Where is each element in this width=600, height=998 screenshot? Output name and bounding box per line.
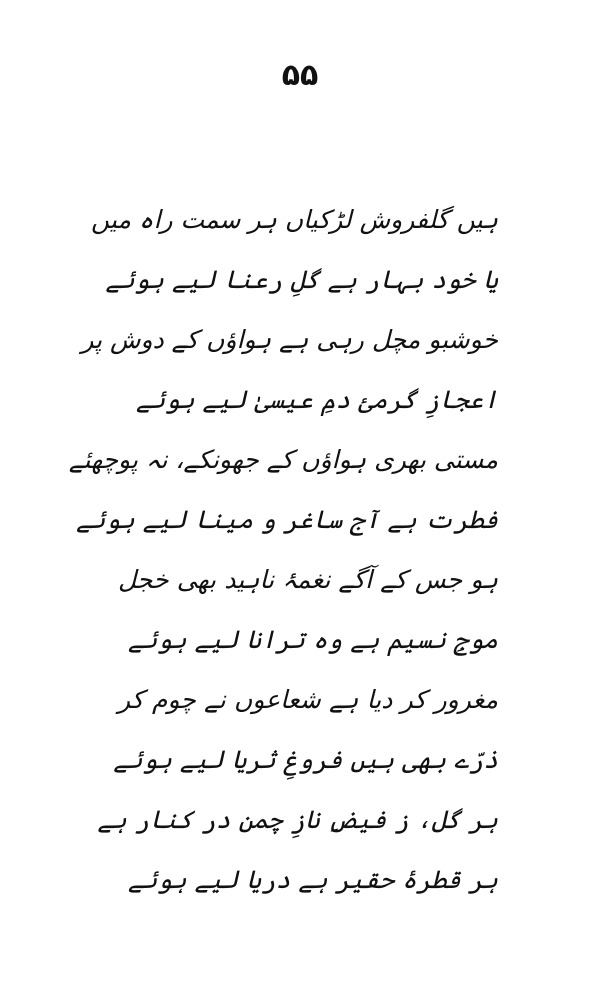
poem-line: مغرور کر دیا ہے شعاعوں نے چوم کر bbox=[118, 685, 498, 714]
poem-line: یا خود بہار ہے گلِ رعنا لیے ہوئے bbox=[105, 265, 498, 294]
poem-line: اعجازِ گرمیٔ دمِ عیسیٰ لیے ہوئے bbox=[136, 385, 498, 414]
poem-line: موجِ نسیم ہے وہ ترانا لیے ہوئے bbox=[128, 625, 498, 654]
poem-line: ذرّے بھی ہیں فروغِ ثریا لیے ہوئے bbox=[113, 745, 498, 774]
poem-line: ہر قطرۂ حقیر ہے دریا لیے ہوئے bbox=[128, 865, 498, 894]
poem-line: خوشبو مچل رہی ہے ہواؤں کے دوش پر bbox=[81, 325, 498, 354]
poem-line: ہر گل، ز فیضِ نازِ چمن در کنار ہے bbox=[97, 805, 498, 834]
poem-line: ہو جس کے آگے نغمۂ ناہید بھی خجل bbox=[118, 565, 498, 594]
poem-body bbox=[68, 190, 498, 910]
page-number: ۵۵ bbox=[281, 58, 319, 93]
poem-line: مستی بھری ہواؤں کے جھونکے، نہ پوچھئے bbox=[68, 445, 498, 474]
poem-line: ہیں گلفروش لڑکیاں ہر سمت راہ میں bbox=[91, 205, 498, 234]
poem-line: فطرت ہے آج ساغر و مینا لیے ہوئے bbox=[76, 505, 498, 534]
